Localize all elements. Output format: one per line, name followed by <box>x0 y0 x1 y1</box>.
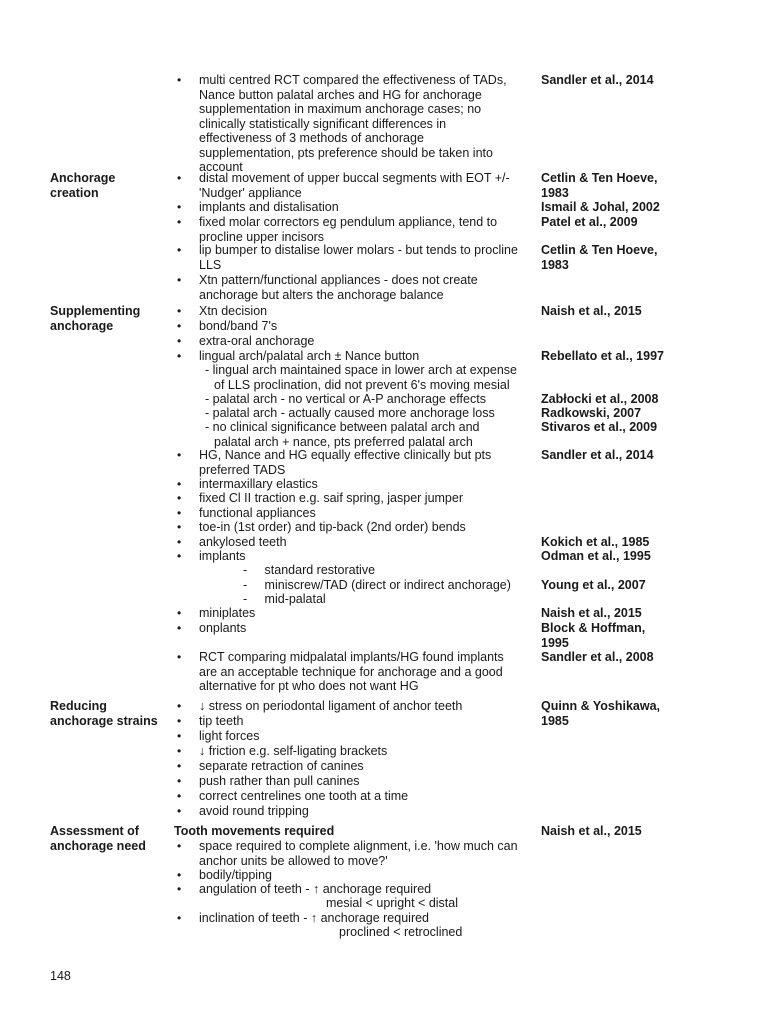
reference: Naish et al., 2015 <box>541 606 642 620</box>
bullet-item: • intermaxillary elastics <box>199 477 531 492</box>
bullet-item: • toe-in (1st order) and tip-back (2nd order) bends <box>199 520 531 535</box>
bullet-icon <box>177 839 185 854</box>
bullet-icon <box>177 506 185 521</box>
reference: Naish et al., 2015 <box>541 304 642 318</box>
bullet-item: • tip teeth <box>199 714 531 729</box>
bullet-icon <box>177 729 185 744</box>
bullet-item: • lip bumper to distalise lower molars - but tends to procline LLS <box>199 243 531 272</box>
bullet-item: • functional appliances <box>199 506 531 521</box>
bullet-item: • avoid round tripping <box>199 804 531 819</box>
section-label-anchorage-creation: Anchorage creation <box>50 171 116 200</box>
bullet-item: • implants and distalisation <box>199 200 531 215</box>
section-label-assessment-of-anchorage-need: Assessment of anchorage need <box>50 824 146 853</box>
bullet-item: • implants <box>199 549 531 564</box>
bullet-item: • miniplates <box>199 606 531 621</box>
bullet-icon <box>177 448 185 463</box>
bullet-icon <box>177 650 185 665</box>
angulation-detail: mesial < upright < distal <box>326 896 459 910</box>
bullet-item: • push rather than pull canines <box>199 774 531 789</box>
inclination-detail: proclined < retroclined <box>339 925 463 939</box>
reference: Quinn & Yoshikawa, 1985 <box>541 699 661 728</box>
bullet-item: • fixed Cl II traction e.g. saif spring, jasper jumper <box>199 491 531 506</box>
bullet-icon <box>177 73 185 88</box>
bullet-icon <box>177 319 185 334</box>
bullet-icon <box>177 699 185 714</box>
bullet-icon <box>177 774 185 789</box>
section-label-supplementing-anchorage: Supplementing anchorage <box>50 304 141 333</box>
reference: Young et al., 2007 <box>541 578 646 592</box>
reference: Rebellato et al., 1997 <box>541 349 664 363</box>
bullet-icon <box>177 804 185 819</box>
reference: Sandler et al., 2014 <box>541 448 654 462</box>
bullet-item: • distal movement of upper buccal segments with EOT +/- 'Nudger' appliance <box>199 171 531 200</box>
bullet-item: • HG, Nance and HG equally effective clinically but pts preferred TADS <box>199 448 531 477</box>
bullet-icon <box>177 789 185 804</box>
reference: Odman et al., 1995 <box>541 549 651 563</box>
reference: Cetlin & Ten Hoeve, 1983 <box>541 243 658 272</box>
bullet-item: • ankylosed teeth <box>199 535 531 550</box>
bullet-item: • angulation of teeth - ↑ anchorage required <box>199 882 531 897</box>
bullet-icon <box>177 491 185 506</box>
bullet-item: • lingual arch/palatal arch ± Nance button <box>199 349 531 364</box>
bullet-item: • multi centred RCT compared the effectiveness of TADs, Nance button palatal arches and HG for anchorage supplementation in maximum anchorage cases; no clinically statistically significant differences in effectiveness of 3 methods of anchorage supplementation, pts preference should be taken into account <box>199 73 531 175</box>
bullet-item: • onplants <box>199 621 531 636</box>
reference: Zabłocki et al., 2008 <box>541 392 659 406</box>
bullet-item: • extra-oral anchorage <box>199 334 531 349</box>
implant-type: - standard restorative <box>243 563 376 577</box>
bullet-icon <box>177 477 185 492</box>
reference: Sandler et al., 2008 <box>541 650 654 664</box>
reference: Cetlin & Ten Hoeve, 1983 <box>541 171 658 200</box>
bullet-icon <box>177 882 185 897</box>
bullet-icon <box>177 273 185 288</box>
bullet-item: • separate retraction of canines <box>199 759 531 774</box>
bullet-icon <box>177 349 185 364</box>
bullet-item: • ↓ stress on periodontal ligament of anchor teeth <box>199 699 531 714</box>
section-label-reducing-anchorage-strains: Reducing anchorage strains <box>50 699 158 728</box>
sub-point: - lingual arch maintained space in lower arch at expense of LLS proclination, did not prevent 6's moving mesial <box>205 363 517 392</box>
bullet-item: • inclination of teeth - ↑ anchorage required <box>199 911 531 926</box>
bullet-item: • bodily/tipping <box>199 868 531 883</box>
reference: Radkowski, 2007 <box>541 406 642 420</box>
bullet-icon <box>177 744 185 759</box>
bullet-icon <box>177 868 185 883</box>
sub-point: - palatal arch - no vertical or A-P anchorage effects <box>205 392 486 406</box>
bullet-icon <box>177 243 185 258</box>
reference: Stivaros et al., 2009 <box>541 420 658 434</box>
page-number: 148 <box>50 969 71 983</box>
bullet-icon <box>177 535 185 550</box>
bullet-icon <box>177 759 185 774</box>
reference: Block & Hoffman, 1995 <box>541 621 646 650</box>
bullet-item: • correct centrelines one tooth at a time <box>199 789 531 804</box>
bullet-item: • bond/band 7's <box>199 319 531 334</box>
bullet-icon <box>177 171 185 186</box>
bullet-item: • RCT comparing midpalatal implants/HG found implants are an acceptable technique for anchorage and a good alternative for pt who does not want HG <box>199 650 531 694</box>
sub-point: - no clinical significance between palatal arch and palatal arch + nance, pts preferred palatal arch <box>205 420 480 449</box>
reference: Sandler et al., 2014 <box>541 73 654 87</box>
bullet-icon <box>177 621 185 636</box>
implant-type: - mid-palatal <box>243 592 326 606</box>
subheading: Tooth movements required <box>174 824 335 838</box>
bullet-icon <box>177 520 185 535</box>
bullet-icon <box>177 606 185 621</box>
sub-point: - palatal arch - actually caused more anchorage loss <box>205 406 495 420</box>
bullet-icon <box>177 304 185 319</box>
bullet-item: • Xtn pattern/functional appliances - does not create anchorage but alters the anchorage balance <box>199 273 531 302</box>
reference: Kokich et al., 1985 <box>541 535 650 549</box>
reference: Patel et al., 2009 <box>541 215 638 229</box>
bullet-icon <box>177 549 185 564</box>
bullet-icon <box>177 215 185 230</box>
bullet-item: • fixed molar correctors eg pendulum appliance, tend to procline upper incisors <box>199 215 531 244</box>
bullet-item: • space required to complete alignment, i.e. 'how much can anchor units be allowed to move?' <box>199 839 531 868</box>
implant-type: - miniscrew/TAD (direct or indirect anchorage) <box>243 578 511 592</box>
bullet-icon <box>177 200 185 215</box>
bullet-icon <box>177 334 185 349</box>
bullet-item: • Xtn decision <box>199 304 531 319</box>
reference: Ismail & Johal, 2002 <box>541 200 660 214</box>
bullet-icon <box>177 714 185 729</box>
reference: Naish et al., 2015 <box>541 824 642 838</box>
bullet-item: • light forces <box>199 729 531 744</box>
bullet-item: • ↓ friction e.g. self-ligating brackets <box>199 744 531 759</box>
bullet-icon <box>177 911 185 926</box>
